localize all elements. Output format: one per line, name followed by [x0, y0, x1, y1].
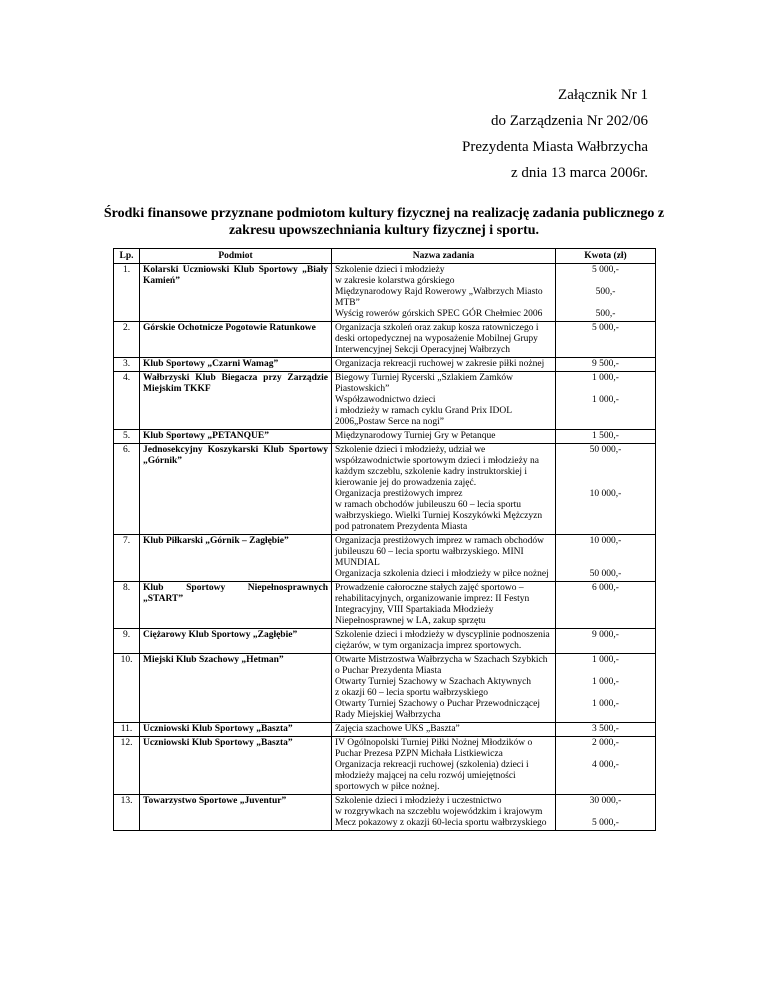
entity-name: Kolarski Uczniowski Klub Sportowy „Biały Kamień”	[140, 264, 332, 322]
task-cell	[332, 358, 556, 372]
amount-value: 10 000,-	[589, 536, 622, 546]
task-name: Organizacja szkoleń oraz zakup kosza ratowniczego i deski ortopedycznej na wyposażenie Mobilnej Grupy Interwencyjnej Sekcji Operacyjnej Wałbrzych	[335, 323, 539, 355]
row-number: 5.	[114, 430, 140, 444]
document-title: Środki finansowe przyznane podmiotom kultury fizycznej na realizację zadania publicznego z zakresu upowszechniania kultury fizycznej i sportu.	[103, 206, 665, 238]
entity-name: Klub Sportowy „PETANQUE”	[140, 430, 332, 444]
entity-name: Ciężarowy Klub Sportowy „Zagłębie”	[140, 629, 332, 654]
task-name: Mecz pokazowy z okazji 60-lecia sportu wałbrzyskiego	[335, 818, 547, 828]
entity-name: Klub Piłkarski „Górnik – Zagłębie”	[140, 535, 332, 582]
table-row	[114, 264, 656, 322]
task-name: Zajęcia szachowe UKS „Baszta”	[335, 724, 460, 734]
row-number: 2.	[114, 322, 140, 358]
amount-value: 3 500,-	[592, 724, 619, 734]
amount-value: 9 500,-	[592, 359, 619, 369]
header-line-1: Załącznik Nr 1	[558, 87, 648, 103]
task-name: IV Ogólnopolski Turniej Piłki Nożnej Młodzików o Puchar Prezesa PZPN Michała Listkiewicza	[335, 738, 533, 759]
amount-cell	[556, 372, 656, 430]
task-cell	[332, 737, 556, 795]
amount-cell	[556, 723, 656, 737]
task-cell	[332, 795, 556, 831]
task-cell	[332, 444, 556, 535]
table-header-row	[114, 249, 656, 264]
row-number: 8.	[114, 582, 140, 629]
task-name: Otwarty Turniej Szachowy w Szachach Aktywnych z okazji 60 – lecia sportu wałbrzyskiego	[335, 677, 532, 698]
task-name: Prowadzenie całoroczne stałych zajęć sportowo – rehabilitacyjnych, organizowanie imprez: II Festyn Integracyjny, VIII Spartakiada Młodzieży Niepełnosprawnej w LA, zakup sprzętu	[335, 583, 530, 626]
task-name: Organizacja rekreacji ruchowej (szkolenia) dzieci i młodzieży mającej na celu rozwój umiejętności sportowych w piłce nożnej.	[335, 760, 529, 792]
amount-value: 1 000,-	[592, 395, 619, 405]
row-number: 9.	[114, 629, 140, 654]
task-name: Szkolenie dzieci i młodzieży w zakresie kolarstwa górskiego	[335, 265, 455, 286]
amount-value: 1 000,-	[592, 655, 619, 665]
column-header-kwota: Kwota (zł)	[556, 249, 656, 264]
task-cell	[332, 372, 556, 430]
table-row	[114, 322, 656, 358]
amount-value: 500,-	[595, 309, 616, 319]
table-row	[114, 723, 656, 737]
task-name: Wyścig rowerów górskich SPEC GÓR Chełmiec 2006	[335, 309, 543, 319]
entity-name: Miejski Klub Szachowy „Hetman”	[140, 654, 332, 723]
entity-name: Klub Sportowy Niepełnosprawnych „START”	[140, 582, 332, 629]
table-row	[114, 535, 656, 582]
amount-value: 6 000,-	[592, 583, 619, 593]
row-number: 7.	[114, 535, 140, 582]
amount-cell	[556, 795, 656, 831]
task-name: Otwarty Turniej Szachowy o Puchar Przewodniczącej Rady Miejskiej Wałbrzycha	[335, 699, 540, 720]
amount-value: 5 000,-	[592, 818, 619, 828]
task-cell	[332, 264, 556, 322]
amount-cell	[556, 582, 656, 629]
amount-value: 1 500,-	[592, 431, 619, 441]
table-body	[114, 264, 656, 831]
row-number: 1.	[114, 264, 140, 322]
amount-cell	[556, 358, 656, 372]
task-name: Organizacja szkolenia dzieci i młodzieży w piłce nożnej	[335, 569, 549, 579]
task-name: Szkolenie dzieci i młodzieży i uczestnictwo w rozgrywkach na szczeblu wojewódzkim i krajowym	[335, 796, 543, 817]
task-name: Organizacja prestiżowych imprez w ramach obchodów jubileuszu 60 – lecia sportu wałbrzyskiego. Wielki Turniej Koszykówki Mężczyzn pod patronatem Prezydenta Miasta	[335, 489, 543, 532]
amount-cell	[556, 430, 656, 444]
entity-name: Wałbrzyski Klub Biegacza przy Zarządzie Miejskim TKKF	[140, 372, 332, 430]
table-row	[114, 629, 656, 654]
row-number: 10.	[114, 654, 140, 723]
amount-value: 2 000,-	[592, 738, 619, 748]
task-name: Biegowy Turniej Rycerski „Szlakiem Zamków Piastowskich”	[335, 373, 513, 394]
amount-value: 30 000,-	[589, 796, 622, 806]
amount-value: 5 000,-	[592, 265, 619, 275]
funding-table	[113, 248, 656, 831]
column-header-lp: Lp.	[114, 249, 140, 264]
header-line-3: Prezydenta Miasta Wałbrzycha	[462, 139, 648, 155]
task-cell	[332, 629, 556, 654]
amount-value: 50 000,-	[589, 445, 622, 455]
task-name: Międzynarodowy Turniej Gry w Petanque	[335, 431, 496, 441]
table-row	[114, 444, 656, 535]
amount-cell	[556, 322, 656, 358]
entity-name: Górskie Ochotnicze Pogotowie Ratunkowe	[140, 322, 332, 358]
amount-value: 1 000,-	[592, 373, 619, 383]
row-number: 12.	[114, 737, 140, 795]
table-row	[114, 654, 656, 723]
amount-value: 5 000,-	[592, 323, 619, 333]
amount-cell	[556, 737, 656, 795]
task-name: Organizacja prestiżowych imprez w ramach obchodów jubileuszu 60 – lecia sportu wałbrzyskiego. MINI MUNDIAL	[335, 536, 545, 568]
entity-name: Uczniowski Klub Sportowy „Baszta”	[140, 737, 332, 795]
header-line-2: do Zarządzenia Nr 202/06	[490, 113, 648, 129]
task-name: Szkolenie dzieci i młodzieży w dyscyplinie podnoszenia ciężarów, w tym organizacja imprez sportowych.	[335, 630, 550, 651]
amount-value: 1 000,-	[592, 699, 619, 709]
amount-cell	[556, 629, 656, 654]
amount-value: 9 000,-	[592, 630, 619, 640]
amount-cell	[556, 264, 656, 322]
entity-name: Towarzystwo Sportowe „Juventur”	[140, 795, 332, 831]
row-number: 11.	[114, 723, 140, 737]
task-name: Międzynarodowy Rajd Rowerowy „Wałbrzych Miasto MTB”	[335, 287, 543, 308]
task-name: Organizacja rekreacji ruchowej w zakresie piłki nożnej	[335, 359, 545, 369]
amount-cell	[556, 654, 656, 723]
column-header-nazwa-zadania: Nazwa zadania	[332, 249, 556, 264]
table-row	[114, 737, 656, 795]
table-row	[114, 358, 656, 372]
task-name: Współzawodnictwo dzieci i młodzieży w ramach cyklu Grand Prix IDOL 2006„Postaw Serce na nogi”	[335, 395, 512, 427]
amount-value: 50 000,-	[589, 569, 622, 579]
document-header	[462, 82, 648, 186]
header-line-4: z dnia 13 marca 2006r.	[510, 165, 648, 181]
row-number: 4.	[114, 372, 140, 430]
column-header-podmiot: Podmiot	[140, 249, 332, 264]
amount-cell	[556, 535, 656, 582]
task-cell	[332, 582, 556, 629]
amount-value: 500,-	[595, 287, 616, 297]
entity-name: Jednosekcyjny Koszykarski Klub Sportowy „Górnik”	[140, 444, 332, 535]
table-row	[114, 795, 656, 831]
row-number: 3.	[114, 358, 140, 372]
task-name: Szkolenie dzieci i młodzieży, udział we współzawodnictwie sportowym dzieci i młodzieży na każdym szczeblu, szkolenie kadry instruktorskiej i kierowanie jej do prowadzenia zajęć.	[335, 445, 539, 488]
amount-value: 4 000,-	[592, 760, 619, 770]
amount-value: 10 000,-	[589, 489, 622, 499]
row-number: 13.	[114, 795, 140, 831]
row-number: 6.	[114, 444, 140, 535]
table-row	[114, 582, 656, 629]
entity-name: Klub Sportowy „Czarni Wamag”	[140, 358, 332, 372]
task-cell	[332, 430, 556, 444]
table-row	[114, 430, 656, 444]
task-cell	[332, 322, 556, 358]
amount-cell	[556, 444, 656, 535]
entity-name: Uczniowski Klub Sportowy „Baszta”	[140, 723, 332, 737]
task-cell	[332, 654, 556, 723]
task-name: Otwarte Mistrzostwa Wałbrzycha w Szachach Szybkich o Puchar Prezydenta Miasta	[335, 655, 548, 676]
task-cell	[332, 723, 556, 737]
table-row	[114, 372, 656, 430]
amount-value: 1 000,-	[592, 677, 619, 687]
task-cell	[332, 535, 556, 582]
